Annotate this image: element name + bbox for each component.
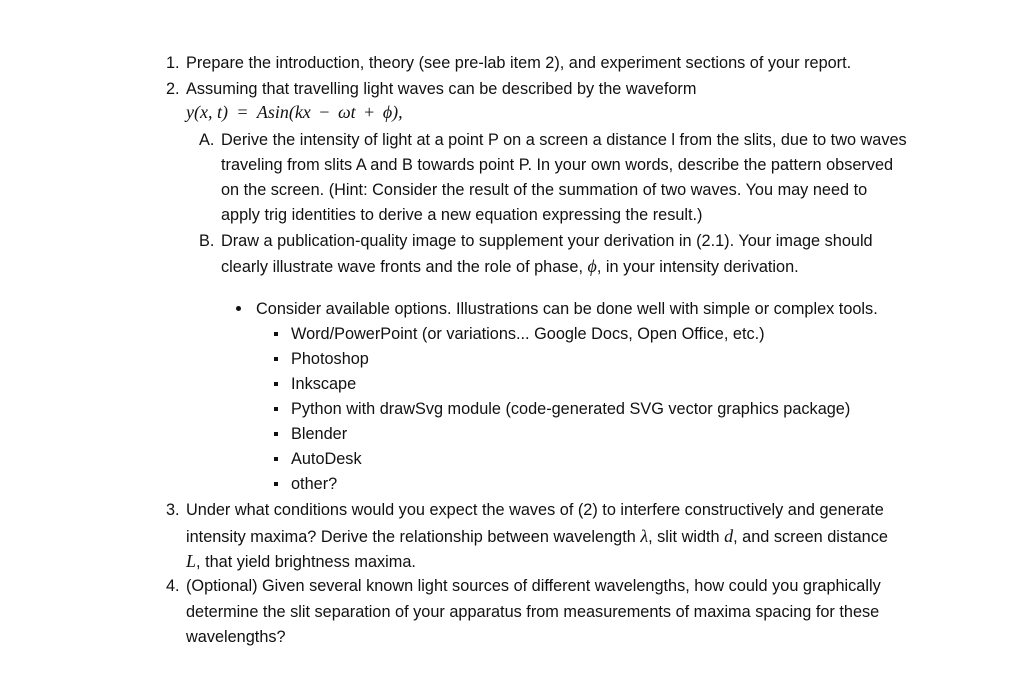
subitem-a-line-3: on the screen. (Hint: Consider the result of the summation of two waves. You may need to [221, 181, 868, 199]
tool-item-autodesk: AutoDesk [291, 450, 362, 468]
subitem-a-letter: A. [199, 131, 215, 149]
item-2-text: Assuming that travelling light waves can be described by the waveform [186, 80, 697, 98]
item-1-text: Prepare the introduction, theory (see pre-lab item 2), and experiment sections of your report. [186, 54, 852, 72]
tool-marker [274, 457, 278, 461]
subitem-b-line-2 [221, 256, 799, 277]
bullet-dot [236, 306, 241, 311]
subitem-b-line-1: Draw a publication-quality image to supplement your derivation in (2.1). Your image should [221, 232, 873, 250]
item-3-number: 3. [166, 501, 180, 519]
item-3-line-3-text: , that yield brightness maxima. [196, 553, 416, 571]
waveform-equals: = [237, 102, 248, 122]
wavelength-lambda-symbol: λ [640, 526, 649, 546]
item-4-line-3: wavelengths? [186, 628, 286, 646]
tool-marker [274, 432, 278, 436]
tool-marker [274, 332, 278, 336]
waveform-amplitude: A [256, 102, 268, 122]
item-3-line-2-end: , and screen distance [733, 528, 888, 546]
subitem-b-line-2-end: , in your intensity derivation. [596, 258, 799, 276]
tool-item-photoshop: Photoshop [291, 350, 369, 368]
item-4-line-1: (Optional) Given several known light sources of different wavelengths, how could you graphically [186, 577, 881, 595]
waveform-equation [186, 102, 403, 122]
item-3-line-1: Under what conditions would you expect the waves of (2) to interfere constructively and generate [186, 501, 884, 519]
bullet-text: Consider available options. Illustrations can be done well with simple or complex tools. [256, 300, 878, 318]
item-3-line-3 [186, 551, 416, 572]
item-4-line-2: determine the slit separation of your apparatus from measurements of maxima spacing for these [186, 603, 880, 621]
tool-marker [274, 357, 278, 361]
phase-phi-symbol: ϕ [587, 256, 597, 276]
waveform-omega-t: ωt [337, 102, 356, 122]
screen-distance-L-symbol: L [186, 551, 197, 571]
tool-marker [274, 482, 278, 486]
tool-item-inkscape: Inkscape [291, 375, 357, 393]
waveform-plus: + [364, 102, 375, 122]
item-3-line-2-mid: , slit width [648, 528, 725, 546]
subitem-b-letter: B. [199, 232, 215, 250]
tool-marker [274, 382, 278, 386]
tool-item-python: Python with drawSvg module (code-generated SVG vector graphics package) [291, 400, 851, 418]
item-2-number: 2. [166, 80, 180, 98]
subitem-a-line-4: apply trig identities to derive a new equation expressing the result.) [221, 206, 703, 224]
subitem-b-line-2-start: clearly illustrate wave fronts and the role of phase, [221, 258, 588, 276]
item-1-number: 1. [166, 54, 180, 72]
waveform-minus: − [319, 102, 330, 122]
tool-item-word: Word/PowerPoint (or variations... Google Docs, Open Office, etc.) [291, 325, 765, 343]
tool-item-other: other? [291, 475, 338, 493]
item-3-line-2-start: intensity maxima? Derive the relationship between wavelength [186, 528, 641, 546]
tool-item-blender: Blender [291, 425, 348, 443]
subitem-a-line-1: Derive the intensity of light at a point P on a screen a distance l from the slits, due to two waves [221, 131, 907, 149]
item-3-line-2 [186, 526, 888, 547]
waveform-sine: sin(kx [267, 102, 311, 122]
slit-width-d-symbol: d [724, 526, 734, 546]
item-4-number: 4. [166, 577, 180, 595]
waveform-phi: ϕ), [382, 102, 403, 122]
subitem-a-line-2: traveling from slits A and B towards point P. In your own words, describe the pattern observed [221, 156, 894, 174]
waveform-lhs: y(x, t) [186, 102, 228, 122]
tool-marker [274, 407, 278, 411]
